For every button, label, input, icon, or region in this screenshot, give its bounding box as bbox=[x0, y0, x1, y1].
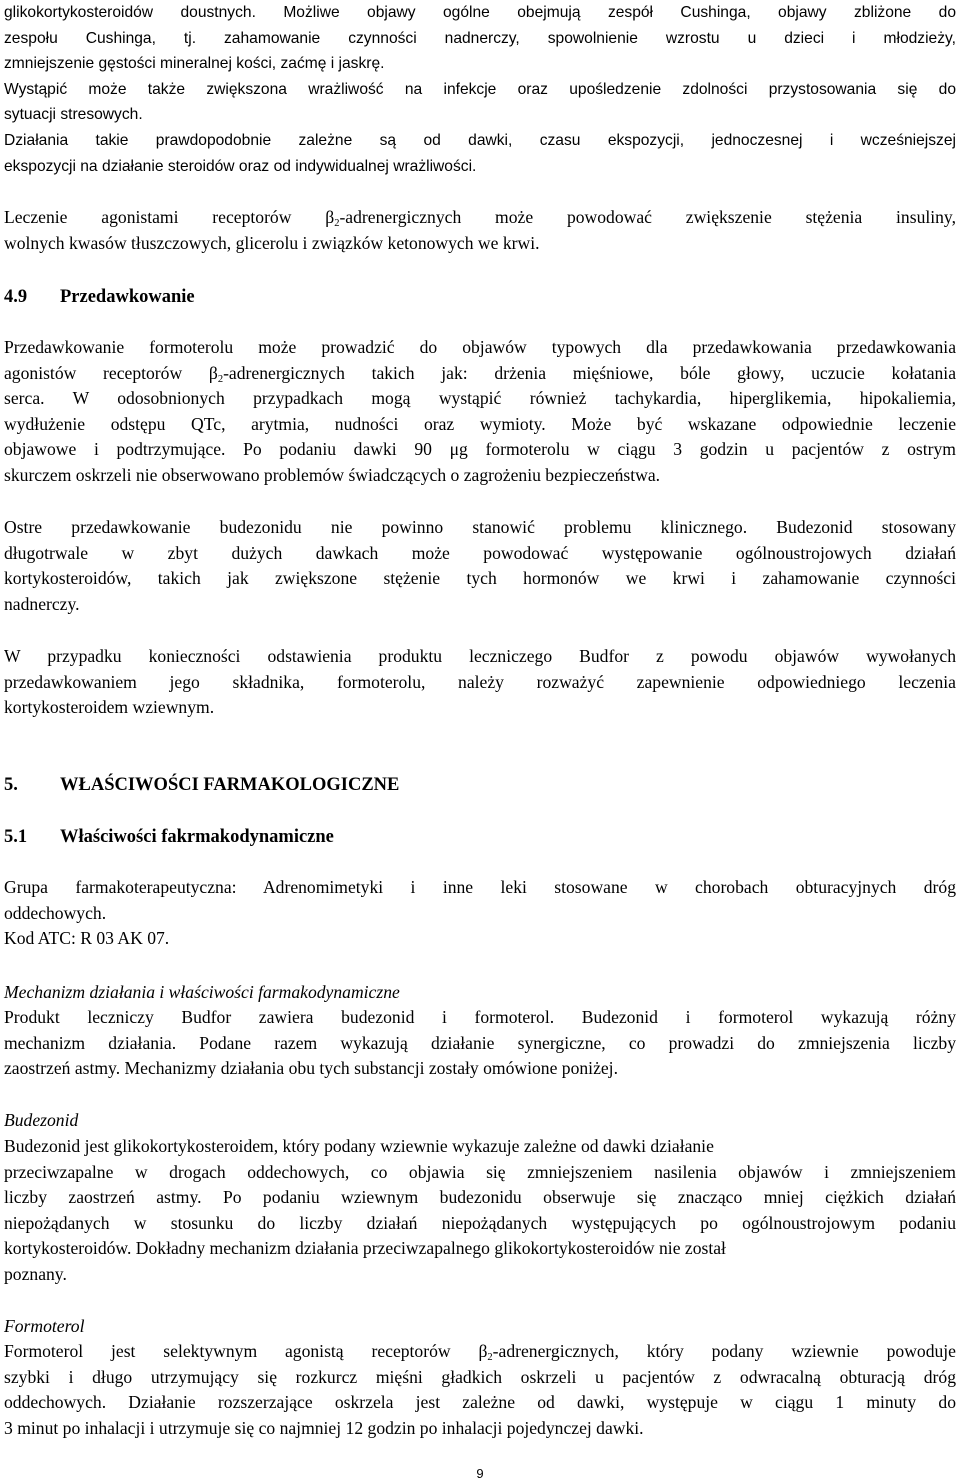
text-line: wydłużenie odstępu QTc, arytmia, nudności oraz wymioty. Może być wskazane odpowiednie leczenie bbox=[4, 413, 956, 434]
agonists-paragraph bbox=[4, 205, 956, 256]
formoterol-heading: Formoterol bbox=[4, 1316, 85, 1336]
mechanism-paragraph bbox=[4, 1005, 956, 1082]
text-line: objawowe i podtrzymujące. Po podaniu dawki 90 μg formoterolu w ciągu 3 godzin u pacjentów z ostrym bbox=[4, 439, 956, 460]
text-line: glikokortykosteroidów doustnych. Możliwe objawy ogólne obejmują zespół Cushinga, objawy zbliżone do bbox=[4, 4, 956, 21]
text-line: skurczem oskrzeli nie obserwowano problemów świadczących o zagrożeniu bezpieczeństwa. bbox=[4, 464, 661, 485]
text-line: niepożądanych w stosunku do liczby działań niepożądanych występujących po ogólnoustrojowym podaniu bbox=[4, 1212, 956, 1233]
text-line: oddechowych. bbox=[4, 902, 107, 923]
formoterol-paragraph bbox=[4, 1339, 956, 1441]
section-title: Przedawkowanie bbox=[60, 287, 195, 307]
text-line: kortykosteroidów, takich jak zwiększone stężenie tych hormonów we krwi i zahamowanie czynności bbox=[4, 568, 956, 589]
text-line: Grupa farmakoterapeutyczna: Adrenomimetyki i inne leki stosowane w chorobach obturacyjnych dróg bbox=[4, 877, 956, 897]
text-line: Produkt leczniczy Budfor zawiera budezonid i formoterol. Budezonid i formoterol wykazują różny bbox=[4, 1007, 956, 1027]
overdose-budesonide-paragraph bbox=[4, 515, 956, 617]
text-line: oddechowych. Działanie rozszerzające oskrzela jest zależne od dawki, występuje w ciągu 1 minuty do bbox=[4, 1392, 956, 1413]
text-line: W przypadku konieczności odstawienia produktu leczniczego Budfor z powodu objawów wywołanych bbox=[4, 646, 956, 666]
section-number: 5.1 bbox=[4, 827, 28, 847]
text-line: wolnych kwasów tłuszczowych, glicerolu i związków ketonowych we krwi. bbox=[4, 232, 540, 253]
text-line: zmniejszenie gęstości mineralnej kości, zaćmę i jaskrę. bbox=[4, 55, 385, 73]
text-line: Leczenie agonistami receptorów $\beta_2$-adrenergicznych może powodować zwiększenie stężenia insuliny, bbox=[4, 207, 956, 229]
intro-paragraph bbox=[4, 0, 956, 179]
section-number: 4.9 bbox=[4, 287, 28, 307]
pharmacotherapeutic-group bbox=[4, 875, 956, 952]
budesonide-paragraph bbox=[4, 1134, 956, 1288]
text-line: Formoterol jest selektywnym agonistą receptorów $\beta_2$-adrenergicznych, który podany wziewnie powoduje bbox=[4, 1341, 956, 1363]
text-line: kortykosteroidem wziewnym. bbox=[4, 697, 215, 718]
text-line: zaostrzeń astmy. Mechanizmy działania obu tych substancji zostały omówione poniżej. bbox=[4, 1058, 618, 1079]
atc-code: Kod ATC: R 03 AK 07. bbox=[4, 928, 170, 949]
text-line: agonistów receptorów $\beta_2$-adrenergicznych takich jak: drżenia mięśniowe, bóle głowy, uczucie kołatania bbox=[4, 362, 957, 385]
text-line: poznany. bbox=[4, 1263, 67, 1284]
text-line: Wystąpić może także zwiększona wrażliwość na infekcje oraz upośledzenie zdolności przystosowania się do bbox=[4, 80, 956, 98]
text-line: liczby zaostrzeń astmy. Po podaniu wziewnym budezonidu obserwuje się znacząco mniej ciężkich działań bbox=[4, 1187, 956, 1208]
text-line: kortykosteroidów. Dokładny mechanizm działania przeciwzapalnego glikokortykosteroidów nie został bbox=[4, 1238, 726, 1259]
text-line: Ostre przedawkowanie budezonidu nie powinno stanowić problemu klinicznego. Budezonid stosowany bbox=[4, 517, 956, 537]
overdose-formoterol-paragraph bbox=[4, 335, 956, 489]
text-line: sytuacji stresowych. bbox=[4, 106, 143, 124]
text-line: 3 minut po inhalacji i utrzymuje się co najmniej 12 godzin po inhalacji pojedynczej dawki. bbox=[4, 1417, 644, 1438]
section-heading-5-1 bbox=[4, 824, 956, 850]
text-line: szybki i długo utrzymujący się rozkurcz mięśni gładkich oskrzeli u pacjentów z odwracalną obturacją dróg bbox=[4, 1366, 956, 1387]
text-line: Przedawkowanie formoterolu może prowadzić do objawów typowych dla przedawkowania przedawkowania bbox=[4, 337, 956, 357]
section-title: Właściwości fakrmakodynamiczne bbox=[60, 827, 334, 847]
text-line: zespołu Cushinga, tj. zahamowanie czynności nadnerczy, spowolnienie wzrostu u dzieci i młodzieży, bbox=[4, 29, 956, 47]
section-number: 5. bbox=[4, 775, 18, 795]
text-line: przeciwzapalne w drogach oddechowych, co objawia się zmniejszeniem nasilenia objawów i zmniejszeniem bbox=[4, 1161, 956, 1182]
section-title: WŁAŚCIWOŚCI FARMAKOLOGICZNE bbox=[60, 775, 400, 795]
text-line: nadnerczy. bbox=[4, 593, 80, 614]
text-line: serca. W odosobnionych przypadkach mogą wystąpić również tachykardia, hiperglikemia, hipokaliemia, bbox=[4, 388, 956, 409]
page-number: 9 bbox=[476, 1466, 484, 1481]
withdrawal-paragraph bbox=[4, 644, 956, 721]
text-line: Działania takie prawdopodobnie zależne są od dawki, czasu ekspozycji, jednoczesnej i wcześniejszej bbox=[4, 131, 956, 149]
text-line: ekspozycji na działanie steroidów oraz od indywidualnej wrażliwości. bbox=[4, 157, 477, 175]
text-line: mechanizm działania. Podane razem wykazują działanie synergiczne, co prowadzi do zmniejszenia liczby bbox=[4, 1032, 956, 1053]
text-line: przedawkowaniem jego składnika, formoterolu, należy rozważyć zapewnienie odpowiedniego leczenia bbox=[4, 671, 956, 692]
section-heading-5 bbox=[4, 772, 956, 798]
section-heading-4-9 bbox=[4, 284, 956, 310]
text-line: Budezonid jest glikokortykosteroidem, który podany wziewnie wykazuje zależne od dawki działanie bbox=[4, 1136, 714, 1156]
text-line: długotrwale w zbyt dużych dawkach może powodować występowanie ogólnoustrojowych działań bbox=[4, 542, 956, 563]
mechanism-heading: Mechanizm działania i właściwości farmakodynamiczne bbox=[4, 982, 400, 1002]
budesonide-heading: Budezonid bbox=[4, 1110, 79, 1130]
